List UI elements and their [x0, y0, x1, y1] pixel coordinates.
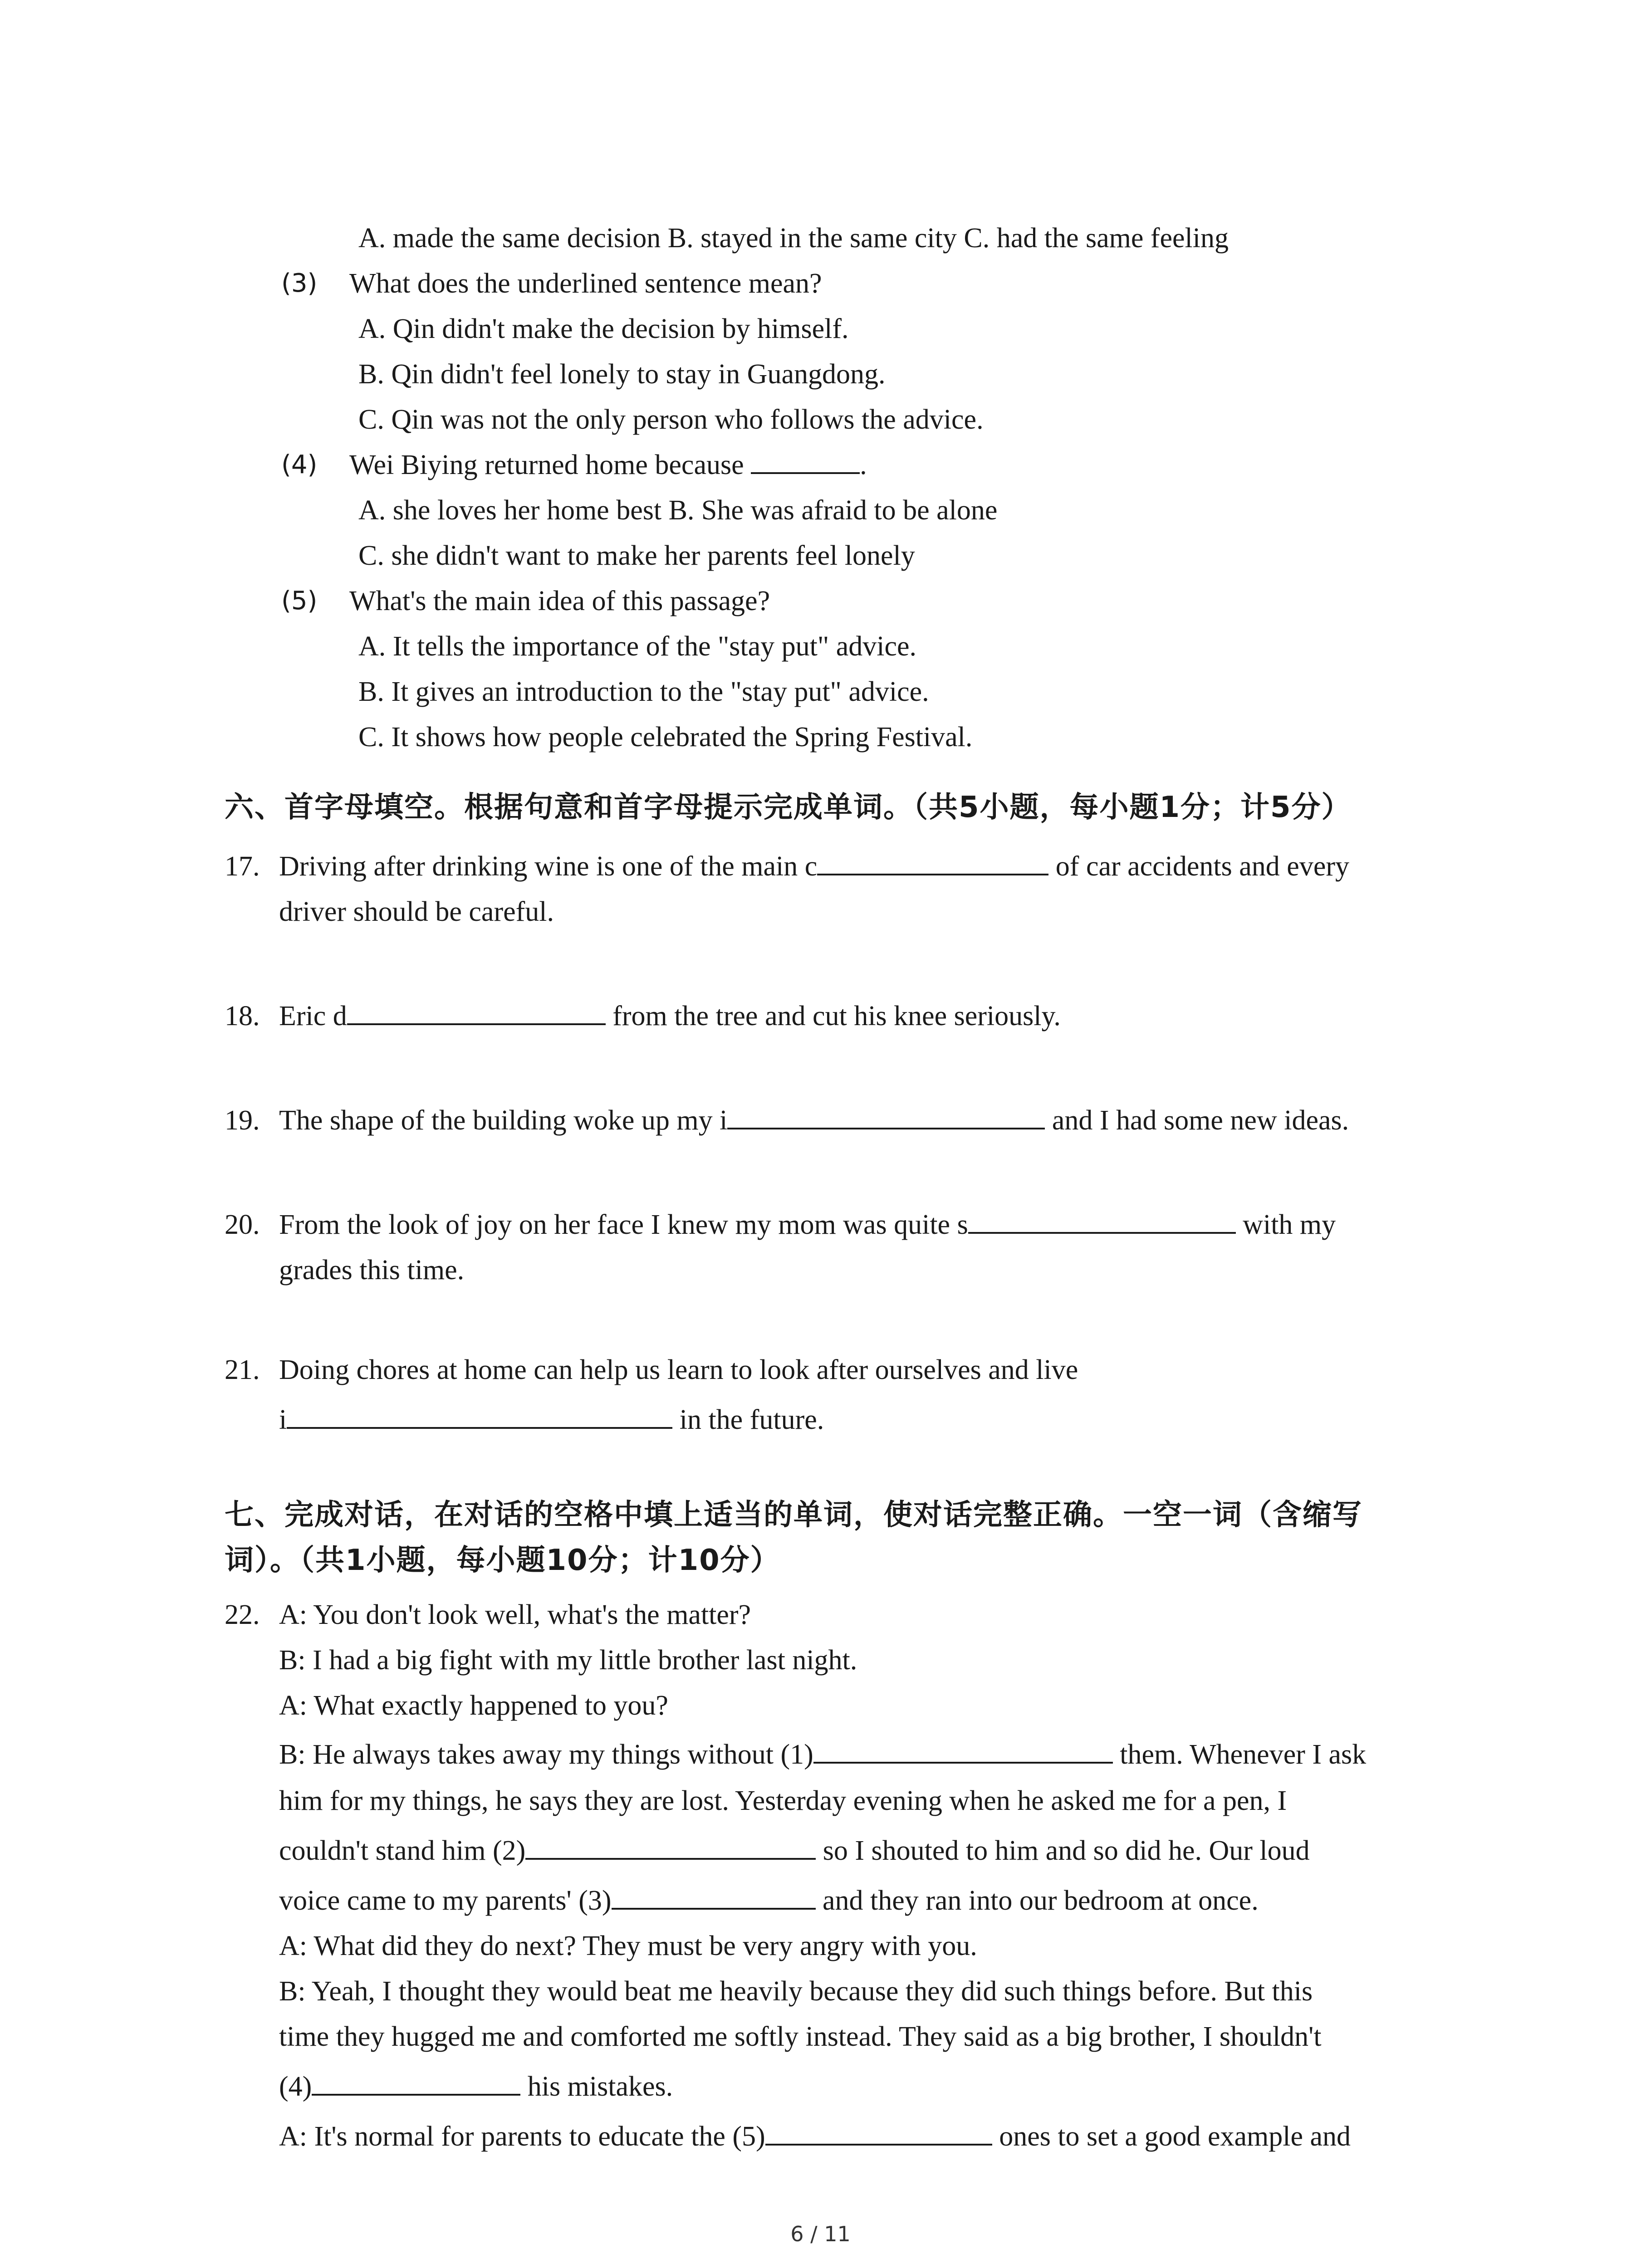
dialogue-line: A: What did they do next? They must be very angry with you. [279, 1931, 977, 1961]
dialogue-text: voice came to my parents' (3) [279, 1885, 612, 1916]
q16-5-option-a: A. It tells the importance of the "stay put" advice. [358, 631, 916, 662]
q16-4-options-ab: A. she loves her home best B. She was afraid to be alone [358, 495, 998, 526]
q16-3-question: What does the underlined sentence mean? [349, 268, 822, 299]
answer-blank[interactable] [968, 1207, 1236, 1234]
q16-4-label: (4) [281, 450, 318, 479]
answer-blank-5[interactable] [765, 2118, 992, 2146]
q18-number: 18. [225, 1001, 260, 1031]
q21-text-line1: Doing chores at home can help us learn to look after ourselves and live [279, 1354, 1078, 1385]
q16-4-question-end: . [860, 450, 867, 480]
answer-blank-1[interactable] [813, 1736, 1113, 1764]
q20-text-line2: grades this time. [279, 1255, 465, 1286]
q19-text-pre: The shape of the building woke up my i [279, 1105, 728, 1136]
answer-blank[interactable] [751, 447, 860, 474]
dialogue-text: so I shouted to him and so did he. Our loud [816, 1835, 1310, 1866]
q16-2-options: A. made the same decision B. stayed in the same city C. had the same feeling [358, 223, 1229, 254]
dialogue-line [279, 2068, 673, 2105]
dialogue-text: ones to set a good example and [992, 2121, 1351, 2152]
dialogue-line [279, 1833, 1310, 1869]
dialogue-line: time they hugged me and comforted me softly instead. They said as a big brother, I shouldn't [279, 2021, 1322, 2052]
dialogue-text: (4) [279, 2071, 312, 2102]
q17-text [279, 848, 1349, 885]
dialogue-line: A: What exactly happened to you? [279, 1690, 668, 1721]
answer-blank[interactable] [817, 848, 1048, 875]
dialogue-line: him for my things, he says they are lost. Yesterday evening when he asked me for a pen, I [279, 1785, 1287, 1816]
dialogue-text: A: It's normal for parents to educate the (5) [279, 2121, 765, 2152]
q21-text-line2 [279, 1402, 824, 1438]
dialogue-line [279, 1736, 1366, 1773]
dialogue-line [279, 2118, 1351, 2155]
dialogue-text: them. Whenever I ask [1112, 1739, 1367, 1770]
q19-text-post: and I had some new ideas. [1045, 1105, 1349, 1136]
q20-number: 20. [225, 1209, 260, 1240]
section-7-heading-line2: 词）。（共1小题，每小题10分；计10分） [225, 1544, 780, 1577]
q20-text [279, 1207, 1336, 1243]
q19-text [279, 1102, 1349, 1139]
q17-text-line2: driver should be careful. [279, 896, 554, 927]
dialogue-text: his mistakes. [520, 2071, 673, 2102]
q19-number: 19. [225, 1105, 260, 1136]
dialogue-line [279, 1882, 1259, 1919]
page-number: 6 / 11 [790, 2222, 851, 2246]
q18-text-post: from the tree and cut his knee seriously. [605, 1001, 1061, 1031]
answer-blank[interactable] [287, 1402, 672, 1429]
q16-4-option-c: C. she didn't want to make her parents feel lonely [358, 540, 915, 571]
answer-blank-2[interactable] [525, 1833, 816, 1860]
q16-4-question [349, 447, 867, 483]
section-7-heading-line1: 七、完成对话，在对话的空格中填上适当的单词，使对话完整正确。一空一词（含缩写 [225, 1498, 1362, 1532]
dialogue-text: couldn't stand him (2) [279, 1835, 526, 1866]
dialogue-line: A: You don't look well, what's the matter? [279, 1599, 751, 1630]
answer-blank-3[interactable] [612, 1882, 816, 1910]
q16-5-question: What's the main idea of this passage? [349, 586, 770, 616]
q17-number: 17. [225, 851, 260, 882]
q17-text-pre: Driving after drinking wine is one of the main c [279, 851, 818, 882]
q16-5-option-c: C. It shows how people celebrated the Spring Festival. [358, 722, 973, 753]
q18-text [279, 998, 1061, 1034]
q16-3-option-c: C. Qin was not the only person who follows the advice. [358, 404, 984, 435]
answer-blank-4[interactable] [312, 2068, 520, 2096]
q16-3-label: (3) [281, 269, 318, 298]
dialogue-text: B: He always takes away my things without (1) [279, 1739, 813, 1770]
q20-text-post: with my [1235, 1209, 1336, 1240]
q17-text-post: of car accidents and every [1048, 851, 1349, 882]
q16-5-option-b: B. It gives an introduction to the "stay put" advice. [358, 676, 929, 707]
q16-3-option-a: A. Qin didn't make the decision by himself. [358, 313, 849, 344]
q22-number: 22. [225, 1599, 260, 1630]
q16-5-label: (5) [281, 586, 318, 616]
q21-text-pre: i [279, 1404, 287, 1435]
q21-number: 21. [225, 1354, 260, 1385]
q16-3-option-b: B. Qin didn't feel lonely to stay in Guangdong. [358, 359, 886, 390]
dialogue-text: and they ran into our bedroom at once. [815, 1885, 1259, 1916]
dialogue-line: B: Yeah, I thought they would beat me heavily because they did such things before. But this [279, 1976, 1313, 2007]
section-6-heading: 六、首字母填空。根据句意和首字母提示完成单词。（共5小题，每小题1分；计5分） [225, 791, 1352, 824]
q20-text-pre: From the look of joy on her face I knew my mom was quite s [279, 1209, 968, 1240]
q16-4-question-text: Wei Biying returned home because [349, 450, 751, 480]
dialogue-line: B: I had a big fight with my little brother last night. [279, 1645, 857, 1676]
q21-text-post: in the future. [672, 1404, 824, 1435]
answer-blank[interactable] [727, 1102, 1045, 1129]
q18-text-pre: Eric d [279, 1001, 347, 1031]
answer-blank[interactable] [347, 998, 606, 1025]
